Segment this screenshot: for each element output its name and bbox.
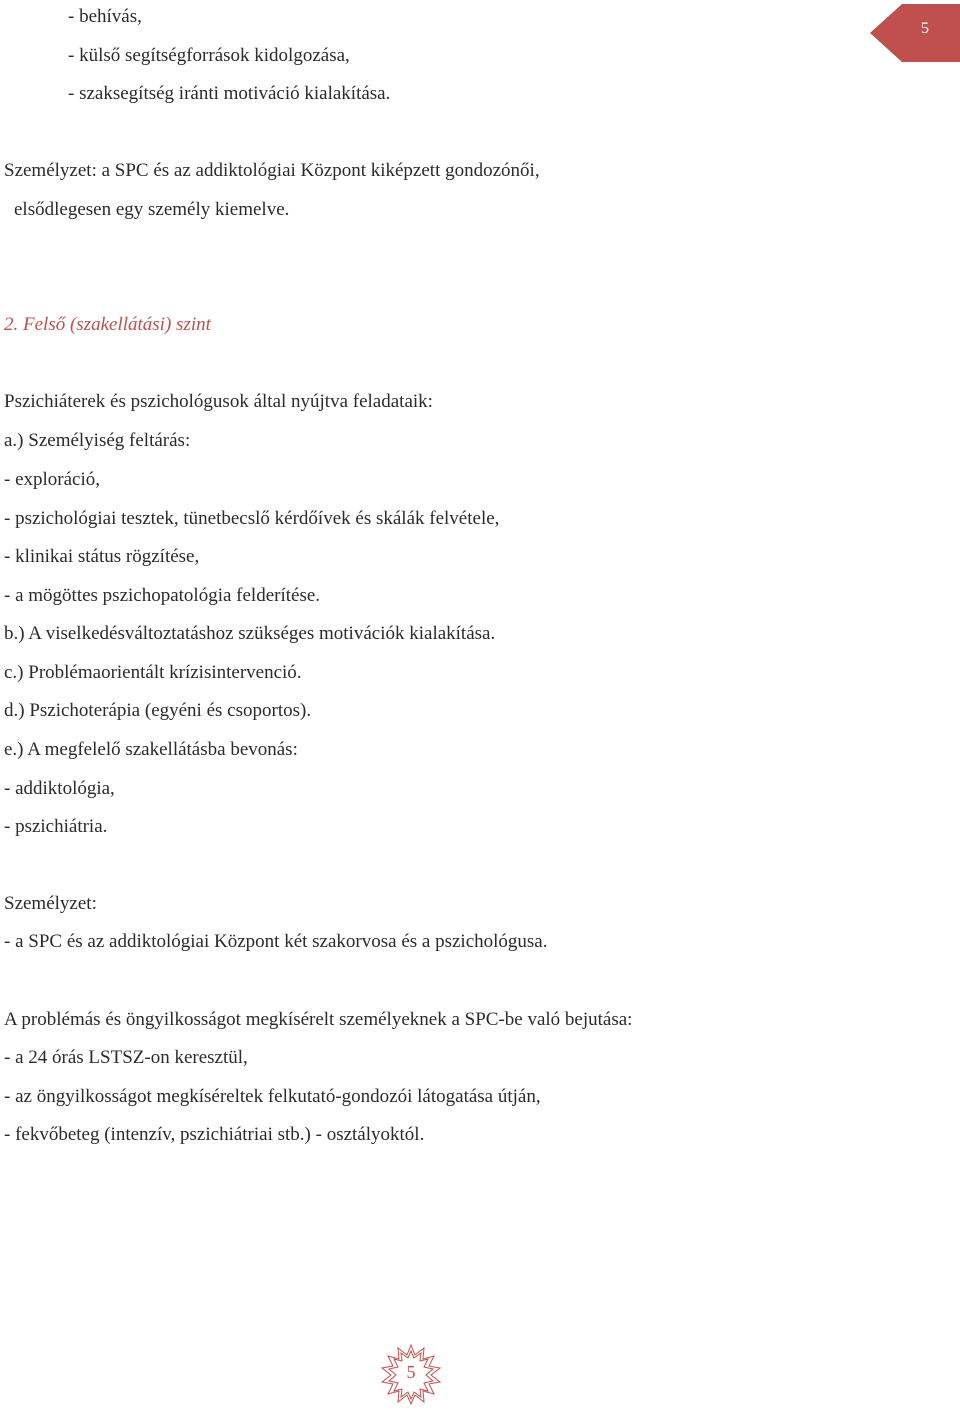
list-item: - szaksegítség iránti motiváció kialakítása.	[68, 83, 391, 104]
subheading-d: d.) Pszichoterápia (egyéni és csoportos).	[4, 700, 312, 721]
list-item: - behívás,	[68, 6, 142, 27]
subheading-a: a.) Személyiség feltárás:	[4, 430, 191, 451]
subheading-c: c.) Problémaorientált krízisintervenció.	[4, 662, 302, 683]
page-number-bottom: 5	[406, 1362, 416, 1382]
page-number-top: 5	[921, 20, 929, 37]
list-item: - az öngyilkosságot megkíséreltek felkutató-gondozói látogatása útján,	[4, 1086, 541, 1107]
list-item: - a 24 órás LSTSZ-on keresztül,	[4, 1047, 248, 1068]
list-item: - a SPC és az addiktológiai Központ két szakorvosa és a pszichológusa.	[4, 931, 548, 952]
subheading-b: b.) A viselkedésváltoztatáshoz szükséges motivációk kialakítása.	[4, 623, 496, 644]
footer-page-marker	[380, 1343, 442, 1405]
list-item: - pszichiátria.	[4, 816, 108, 837]
list-item: - pszichológiai tesztek, tünetbecslő kérdőívek és skálák felvétele,	[4, 508, 500, 529]
section-heading: 2. Felső (szakellátási) szint	[4, 314, 211, 335]
subheading-e: e.) A megfelelő szakellátásba bevonás:	[4, 739, 298, 760]
list-item: - klinikai státus rögzítése,	[4, 546, 200, 567]
staff-paragraph: Személyzet: a SPC és az addiktológiai Központ kiképzett gondozónői,	[4, 160, 540, 181]
staff-label: Személyzet:	[4, 893, 97, 914]
list-item: - fekvőbeteg (intenzív, pszichiátriai stb.) - osztályoktól.	[4, 1124, 425, 1145]
access-paragraph: A problémás és öngyilkosságot megkísérelt személyeknek a SPC-be való bejutása:	[4, 1009, 633, 1030]
staff-paragraph-continued: elsődlegesen egy személy kiemelve.	[14, 199, 290, 220]
list-item: - exploráció,	[4, 469, 101, 490]
intro-paragraph: Pszichiáterek és pszichológusok által nyújtva feladataik:	[4, 391, 433, 412]
list-item: - addiktológia,	[4, 778, 115, 799]
page-number-tab	[870, 4, 960, 62]
list-item: - a mögöttes pszichopatológia felderítése.	[4, 585, 321, 606]
list-item: - külső segítségforrások kidolgozása,	[68, 45, 350, 66]
